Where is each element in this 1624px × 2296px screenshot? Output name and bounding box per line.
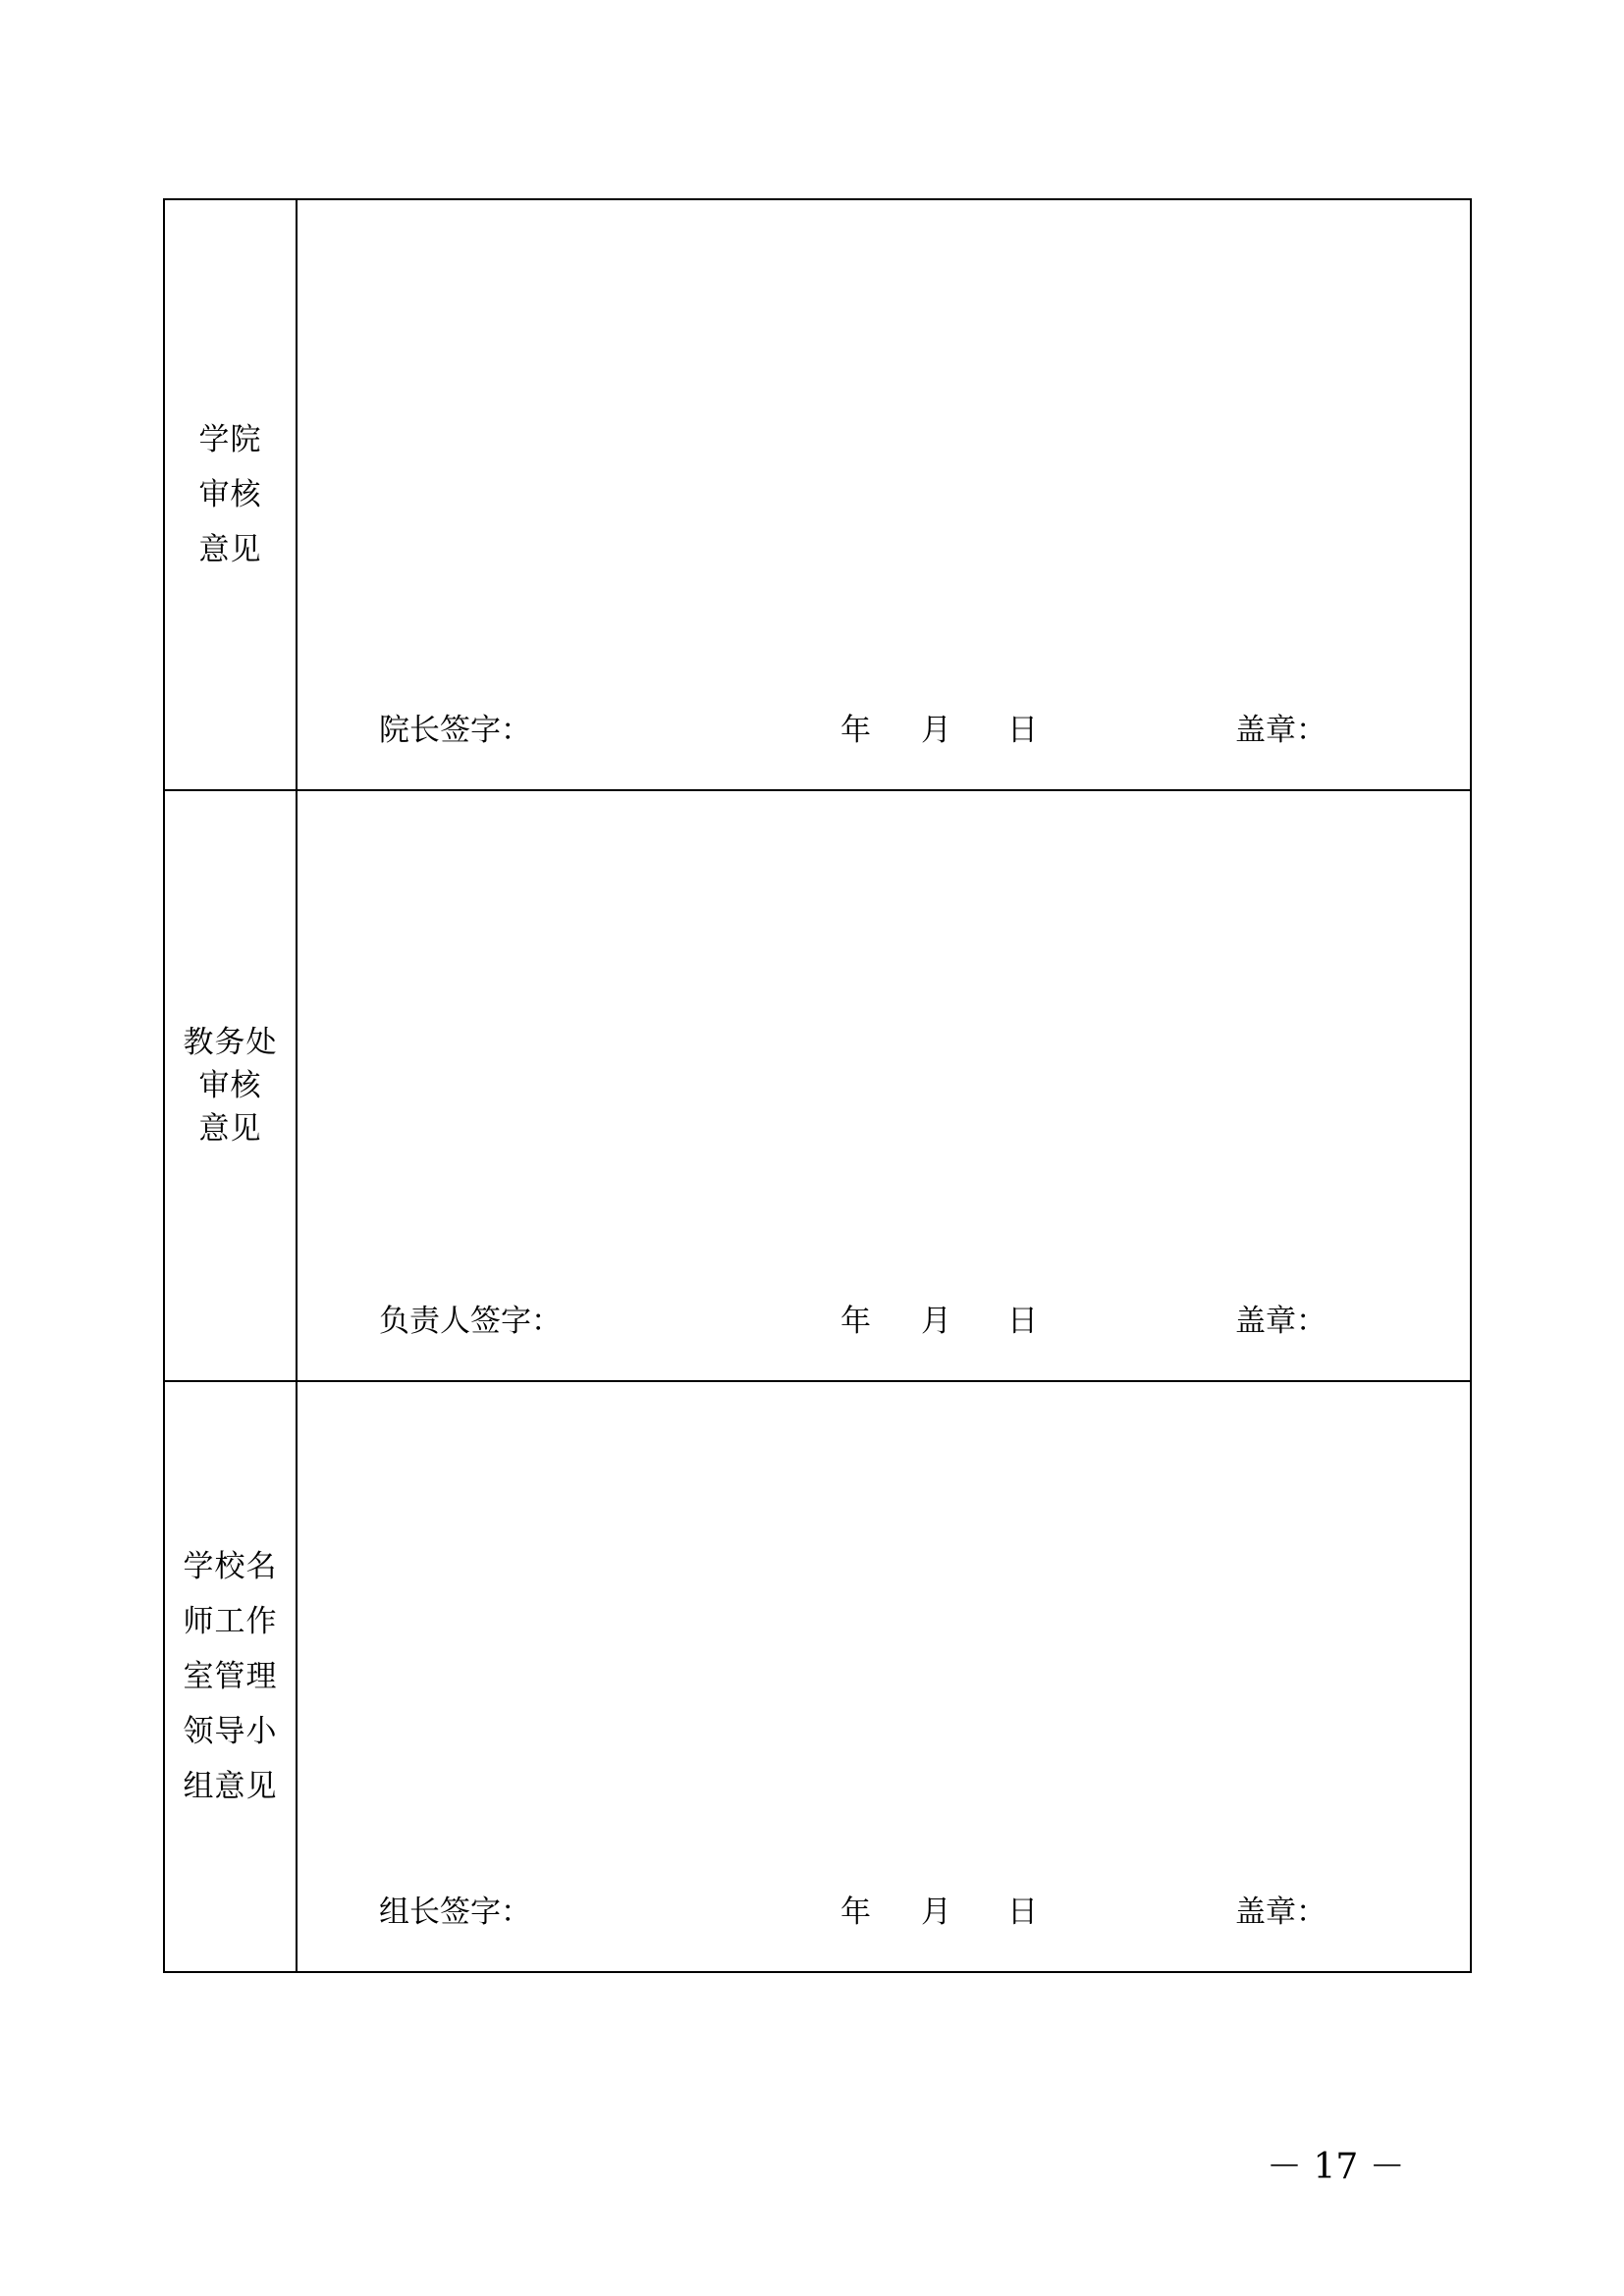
responsible-person-signature-label: 负责人签字： <box>379 1304 562 1339</box>
signature-line <box>298 709 1470 752</box>
academic-affairs-opinion-field[interactable] <box>297 790 1471 1381</box>
date-month-label: 月 <box>921 713 951 748</box>
dean-signature-label: 院长签字： <box>379 713 531 748</box>
academic-affairs-review-row <box>164 790 1471 1381</box>
date-year-label: 年 <box>840 1304 871 1339</box>
date-day-label: 日 <box>1007 1304 1038 1339</box>
label-line: 意见 <box>198 532 262 567</box>
date-day-label: 日 <box>1007 1895 1038 1930</box>
label-line: 意见 <box>198 1111 262 1147</box>
date-year-label: 年 <box>840 1895 871 1930</box>
seal-label: 盖章： <box>1235 1895 1326 1930</box>
date-month-label: 月 <box>921 1895 951 1930</box>
leadership-group-review-label <box>164 1381 297 1972</box>
approval-form-table <box>163 198 1472 1973</box>
seal-label: 盖章： <box>1235 1304 1326 1339</box>
date-month-label: 月 <box>921 1304 951 1339</box>
date-year-label: 年 <box>840 713 871 748</box>
leadership-group-opinion-field[interactable] <box>297 1381 1471 1972</box>
seal-label: 盖章： <box>1235 713 1326 748</box>
label-line: 组意见 <box>183 1769 278 1804</box>
label-line: 审核 <box>198 477 262 512</box>
academic-affairs-review-label <box>164 790 297 1381</box>
leadership-group-review-row <box>164 1381 1471 1972</box>
label-line: 审核 <box>198 1068 262 1103</box>
label-line: 教务处 <box>183 1025 278 1060</box>
college-review-row <box>164 199 1471 790</box>
group-leader-signature-label: 组长签字： <box>379 1895 531 1930</box>
label-line: 学院 <box>198 422 262 457</box>
page-number: － 17 － <box>1267 2147 1405 2187</box>
signature-line <box>298 1300 1470 1343</box>
date-day-label: 日 <box>1007 713 1038 748</box>
college-review-opinion-field[interactable] <box>297 199 1471 790</box>
label-line: 学校名 <box>183 1549 278 1584</box>
college-review-label <box>164 199 297 790</box>
label-line: 师工作 <box>183 1604 278 1639</box>
label-line: 室管理 <box>183 1659 278 1694</box>
signature-line <box>298 1891 1470 1934</box>
label-line: 领导小 <box>183 1714 278 1749</box>
